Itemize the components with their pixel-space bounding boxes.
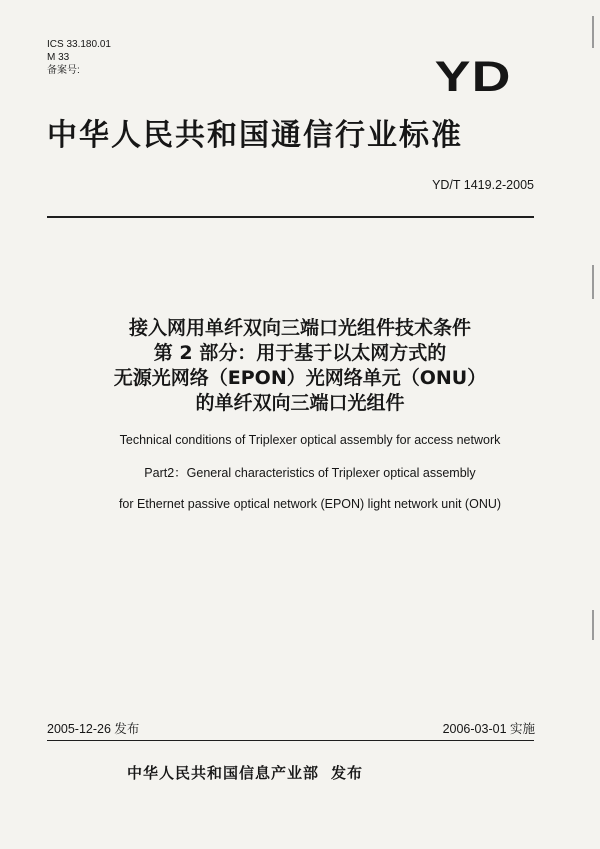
chinese-title — [60, 316, 540, 416]
bottom-divider — [47, 740, 534, 741]
industry-standard-title: 中华人民共和国通信行业标准 — [47, 118, 463, 153]
chinese-title-line: 第 2 部分：用于基于以太网方式的 — [153, 342, 447, 364]
ics-code: ICS 33.180.01 — [47, 39, 111, 50]
chinese-title-line: 接入网用单纤双向三端口光组件技术条件 — [128, 317, 471, 339]
ccs-code: M 33 — [47, 52, 70, 63]
classification-block — [47, 38, 111, 77]
scan-edge-mark — [592, 610, 594, 640]
yd-logo: YD — [434, 53, 512, 101]
english-title — [40, 433, 580, 527]
publish-action: 发布 — [331, 764, 364, 782]
english-title-line: Part2：General characteristics of Triplexer optical assembly — [144, 466, 476, 480]
scan-edge-mark — [592, 16, 594, 48]
top-divider — [47, 216, 534, 218]
publisher-name: 中华人民共和国信息产业部 — [127, 764, 320, 782]
implementation-date: 2006-03-01 实施 — [442, 722, 535, 736]
chinese-title-line: 无源光网络（EPON）光网络单元（ONU） — [113, 367, 487, 389]
record-number-label: 备案号: — [47, 65, 80, 76]
scan-edge-mark — [592, 265, 594, 299]
standard-number: YD/T 1419.2-2005 — [432, 178, 534, 192]
english-title-line: Technical conditions of Triplexer optical assembly for access network — [119, 433, 501, 447]
issue-date: 2005-12-26 发布 — [47, 722, 140, 736]
english-title-line: for Ethernet passive optical network (EPON) light network unit (ONU) — [118, 497, 502, 511]
publisher-line — [127, 762, 363, 783]
chinese-title-line: 的单纤双向三端口光组件 — [195, 392, 405, 414]
